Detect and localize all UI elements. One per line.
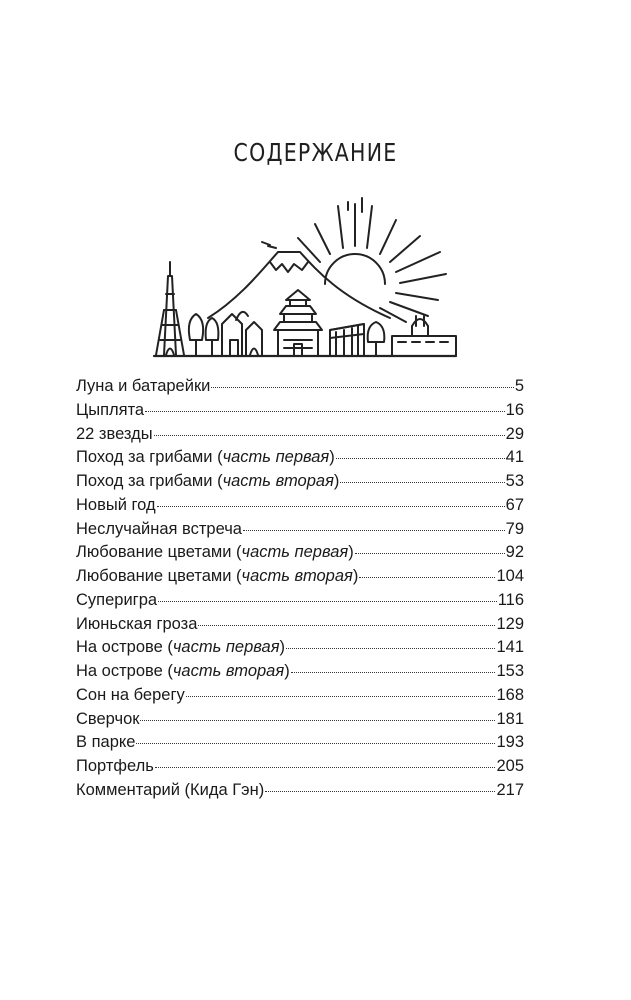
dot-leader <box>136 743 495 744</box>
toc-entry-page-number: 29 <box>505 424 524 443</box>
toc-entry-title: 22 звезды <box>76 424 153 443</box>
toc-entry[interactable] <box>76 541 524 565</box>
toc-entry[interactable] <box>76 494 524 518</box>
dot-leader <box>155 767 496 768</box>
dot-leader <box>355 553 505 554</box>
dot-leader <box>340 482 504 483</box>
toc-entry-title: Сверчок <box>76 709 140 728</box>
toc-entry-note: часть первая <box>222 448 330 467</box>
toc-entry-title: Луна и батарейки <box>76 377 211 395</box>
toc-entry-page-number: 16 <box>505 400 524 419</box>
toc-entry-title: Суперигра <box>76 590 158 609</box>
toc-entry-page-number: 41 <box>505 448 524 467</box>
toc-entry[interactable] <box>76 589 524 613</box>
toc-entry-title: Июньская гроза <box>76 614 198 633</box>
toc-entry[interactable] <box>76 613 524 637</box>
table-of-contents <box>76 375 524 803</box>
dot-leader <box>336 458 505 459</box>
toc-entry-title: Любование цветами (часть вторая) <box>76 567 359 585</box>
dome-building-icon <box>392 316 456 355</box>
toc-entry[interactable] <box>76 636 524 660</box>
toc-entry-title: На острове (часть первая) <box>76 638 286 657</box>
toc-entry-page-number: 193 <box>496 733 524 752</box>
dot-leader <box>291 672 496 673</box>
dot-leader <box>198 625 495 626</box>
arcade-building-icon <box>330 324 364 355</box>
toc-entry-note: часть первая <box>241 543 349 562</box>
toc-entry[interactable] <box>76 779 524 803</box>
toc-entry[interactable] <box>76 375 524 399</box>
toc-entry-page-number: 5 <box>514 377 524 395</box>
dot-leader <box>359 577 495 578</box>
toc-entry-page-number: 67 <box>505 495 524 514</box>
toc-entry-page-number: 92 <box>505 543 524 562</box>
toc-entry-note: часть вторая <box>172 662 285 680</box>
toc-entry-page-number: 181 <box>496 709 524 728</box>
toc-entry-page-number: 53 <box>505 472 524 490</box>
toc-entry[interactable] <box>76 755 524 779</box>
sun-icon <box>298 198 446 322</box>
toc-entry-title: Поход за грибами (часть вторая) <box>76 472 340 490</box>
toc-entry-page-number: 168 <box>496 685 524 704</box>
toc-entry-page-number: 116 <box>497 590 524 609</box>
toc-entry[interactable] <box>76 446 524 470</box>
toc-entry-page-number: 217 <box>496 780 524 799</box>
dot-leader <box>145 411 505 412</box>
toc-entry-title: Комментарий (Кида Гэн) <box>76 780 265 799</box>
toc-entry[interactable] <box>76 565 524 589</box>
castle-icon <box>274 290 322 355</box>
toc-entry-title: Цыплята <box>76 400 145 419</box>
toc-entry-note: часть вторая <box>222 472 334 490</box>
toc-entry-title: Сон на берегу <box>76 685 185 704</box>
toc-entry-title: Поход за грибами (часть первая) <box>76 448 335 467</box>
toc-entry[interactable] <box>76 708 524 732</box>
dot-leader <box>140 720 495 721</box>
toc-entry-title: В парке <box>76 733 136 752</box>
toc-entry-title: На острове (часть вторая) <box>76 662 290 680</box>
toc-entry-page-number: 141 <box>496 638 524 657</box>
toc-entry-title: Портфель <box>76 757 154 775</box>
toc-entry[interactable] <box>76 399 524 423</box>
toc-entry[interactable] <box>76 731 524 755</box>
toc-entry-page-number: 79 <box>505 519 524 538</box>
dot-leader <box>265 791 495 792</box>
dot-leader <box>157 506 505 507</box>
dot-leader <box>186 696 496 697</box>
toc-entry-note: Кида Гэн <box>190 780 259 799</box>
tokyo-tower-icon <box>156 262 184 355</box>
toc-entry-page-number: 205 <box>496 757 524 775</box>
toc-entry-note: часть вторая <box>241 567 353 585</box>
japan-skyline-illustration <box>150 190 460 360</box>
dot-leader <box>154 435 505 436</box>
toc-entry[interactable] <box>76 470 524 494</box>
toc-entry-title: Любование цветами (часть первая) <box>76 543 354 562</box>
toc-entry[interactable] <box>76 684 524 708</box>
toc-entry-page-number: 129 <box>496 614 524 633</box>
toc-entry[interactable] <box>76 423 524 447</box>
toc-entry-page-number: 153 <box>496 662 524 680</box>
page-title: СОДЕРЖАНИЕ <box>233 138 398 167</box>
shrine-icon <box>222 312 262 355</box>
toc-entry-note: часть первая <box>172 638 280 657</box>
toc-entry-title: Неслучайная встреча <box>76 519 242 538</box>
toc-entry[interactable] <box>76 518 524 542</box>
dot-leader <box>243 530 505 531</box>
dot-leader <box>286 648 495 649</box>
toc-entry[interactable] <box>76 660 524 684</box>
toc-entry-title: Новый год <box>76 495 156 514</box>
toc-entry-page-number: 104 <box>496 567 524 585</box>
dot-leader <box>158 601 497 602</box>
dot-leader <box>211 387 513 388</box>
